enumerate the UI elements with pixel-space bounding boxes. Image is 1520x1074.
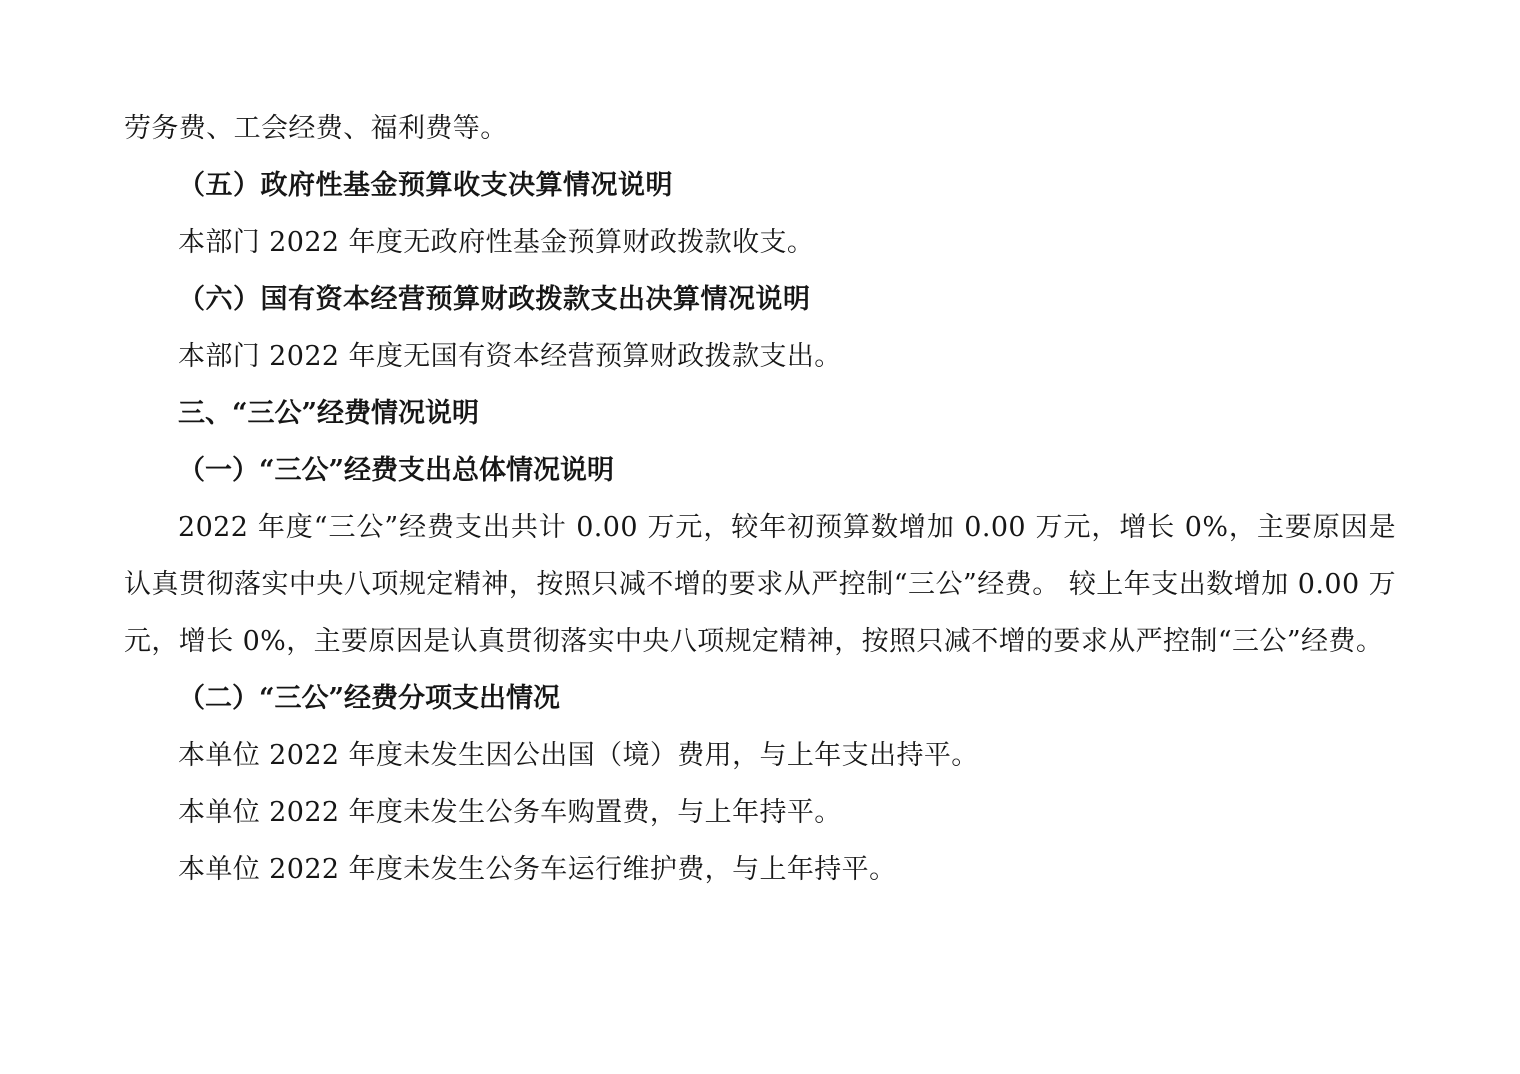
paragraph-vehicle-maintenance: 本单位 2022 年度未发生公务车运行维护费，与上年持平。 [178,854,897,885]
paragraph-state-capital: 本部门 2022 年度无国有资本经营预算财政拨款支出。 [178,341,842,372]
document-body [124,100,1396,898]
section-heading-six: （六）国有资本经营预算财政拨款支出决算情况说明 [178,284,811,315]
section-heading-five: （五）政府性基金预算收支决算情况说明 [178,170,673,201]
paragraph-government-fund: 本部门 2022 年度无政府性基金预算财政拨款收支。 [178,227,815,258]
section-heading-three-one: （一）“三公”经费支出总体情况说明 [178,455,615,486]
paragraph-continuation: 劳务费、工会经费、福利费等。 [124,113,508,144]
section-heading-three-two: （二）“三公”经费分项支出情况 [178,683,561,714]
paragraph-overseas-travel: 本单位 2022 年度未发生因公出国（境）费用，与上年支出持平。 [178,740,979,771]
paragraph-sangong-overview: 2022 年度“三公”经费支出共计 0.00 万元，较年初预算数增加 0.00 万元，增长 0%，主要原因是认真贯彻落实中央八项规定精神，按照只减不增的要求从严控制“三公”经费。 较上年支出数增加 0.00 万 元，增长 0%，主要原因是认真贯彻落实中央八项规定精神，按照只减不增的要求从严控制“三公”经费。 [124,512,1396,657]
section-heading-three: 三、“三公”经费情况说明 [178,398,480,429]
paragraph-vehicle-purchase: 本单位 2022 年度未发生公务车购置费，与上年持平。 [178,797,842,828]
